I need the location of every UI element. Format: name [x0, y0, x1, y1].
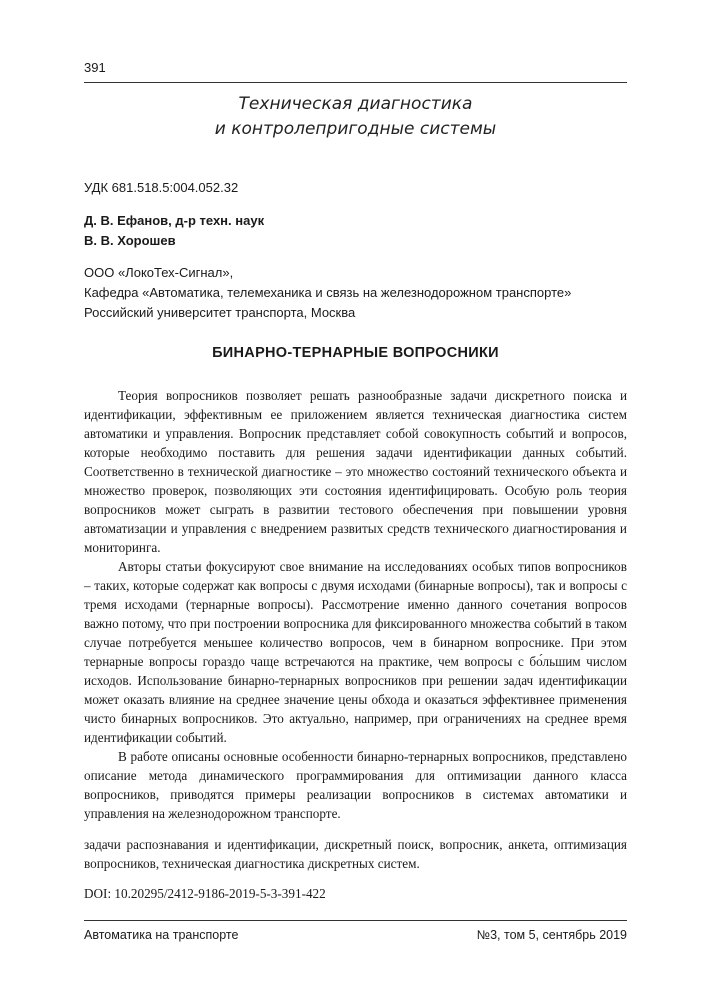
section-title [84, 92, 627, 142]
affiliations [84, 263, 571, 323]
abstract [84, 386, 627, 823]
doi: DOI: 10.20295/2412-9186-2019-5-3-391-422 [84, 886, 326, 901]
keywords [84, 835, 627, 873]
udk-code: УДК 681.518.5:004.052.32 [84, 180, 239, 195]
author-name: Д. В. Ефанов [84, 213, 169, 228]
page-number: 391 [84, 60, 106, 75]
footer-journal: Автоматика на транспорте [84, 928, 239, 942]
author-2 [84, 231, 264, 251]
affiliation-line: Кафедра «Автоматика, телемеханика и связь на железнодорожном транспорте» [84, 285, 572, 300]
abstract-paragraph: Авторы статьи фокусируют свое внимание на исследованиях особых типов вопросников – таких, которые содержат как вопросы с двумя исходами (бинарные вопросы), так и вопросы с тремя исходами (тернарные вопросы). Рассмотрение именно данного сочетания вопросов важно потому, что при построении вопросника для фиксированного множества событий в таком случае потребуется меньшее количество вопросов, чем в бинарном вопроснике. При этом тернарные вопросы гораздо чаще встречаются на практике, чем вопросы с бо́льшим числом исходов. Использование бинарно-тернарных вопросников при решении задач идентификации может оказать влияние на среднее значение цены обхода и оказаться эффективнее применения чисто бинарных вопросников. Это актуально, например, при ограничениях на среднее время идентификации событий. [84, 559, 627, 745]
author-1 [84, 211, 264, 231]
keywords-text: задачи распознавания и идентификации, дискретный поиск, вопросник, анкета, оптимизация вопросников, техническая диагностика дискретных систем. [84, 837, 627, 871]
abstract-paragraph: Теория вопросников позволяет решать разнообразные задачи дискретного поиска и идентификации, эффективным ее приложением является техническая диагностика систем автоматики и управления. Вопросник представляет собой совокупность событий и вопросов, которые необходимо поставить для решения задачи идентификации данных событий. Соответственно в технической диагностике – это множество состояний технического объекта и множество проверок, позволяющих эти состояния идентифицировать. Особую роль теория вопросников может сыграть в развитии тестового обеспечения при повышении уровня автоматизации и управления с внедрением развитых средств технического диагностирования и мониторинга. [84, 388, 627, 555]
author-name: В. В. Хорошев [84, 233, 176, 248]
section-title-line-2: и контролепригодные системы [214, 119, 497, 139]
section-title-line-1: Техническая диагностика [238, 94, 473, 114]
authors [84, 211, 264, 251]
footer-issue: №3, том 5, сентябрь 2019 [476, 928, 627, 942]
article-title: БИНАРНО-ТЕРНАРНЫЕ ВОПРОСНИКИ [212, 345, 499, 361]
footer-rule [84, 920, 627, 921]
affiliation-line: ООО «ЛокоТех-Сигнал», [84, 265, 234, 280]
affiliation-line: Российский университет транспорта, Москва [84, 305, 356, 320]
author-degree: , д-р техн. наук [168, 213, 265, 228]
abstract-paragraph: В работе описаны основные особенности бинарно-тернарных вопросников, представлено описание метода динамического программирования для оптимизации данного класса вопросников, приводятся примеры реализации вопросников в системах автоматики и управления на железнодорожном транспорте. [84, 749, 627, 821]
header-rule [84, 82, 627, 83]
